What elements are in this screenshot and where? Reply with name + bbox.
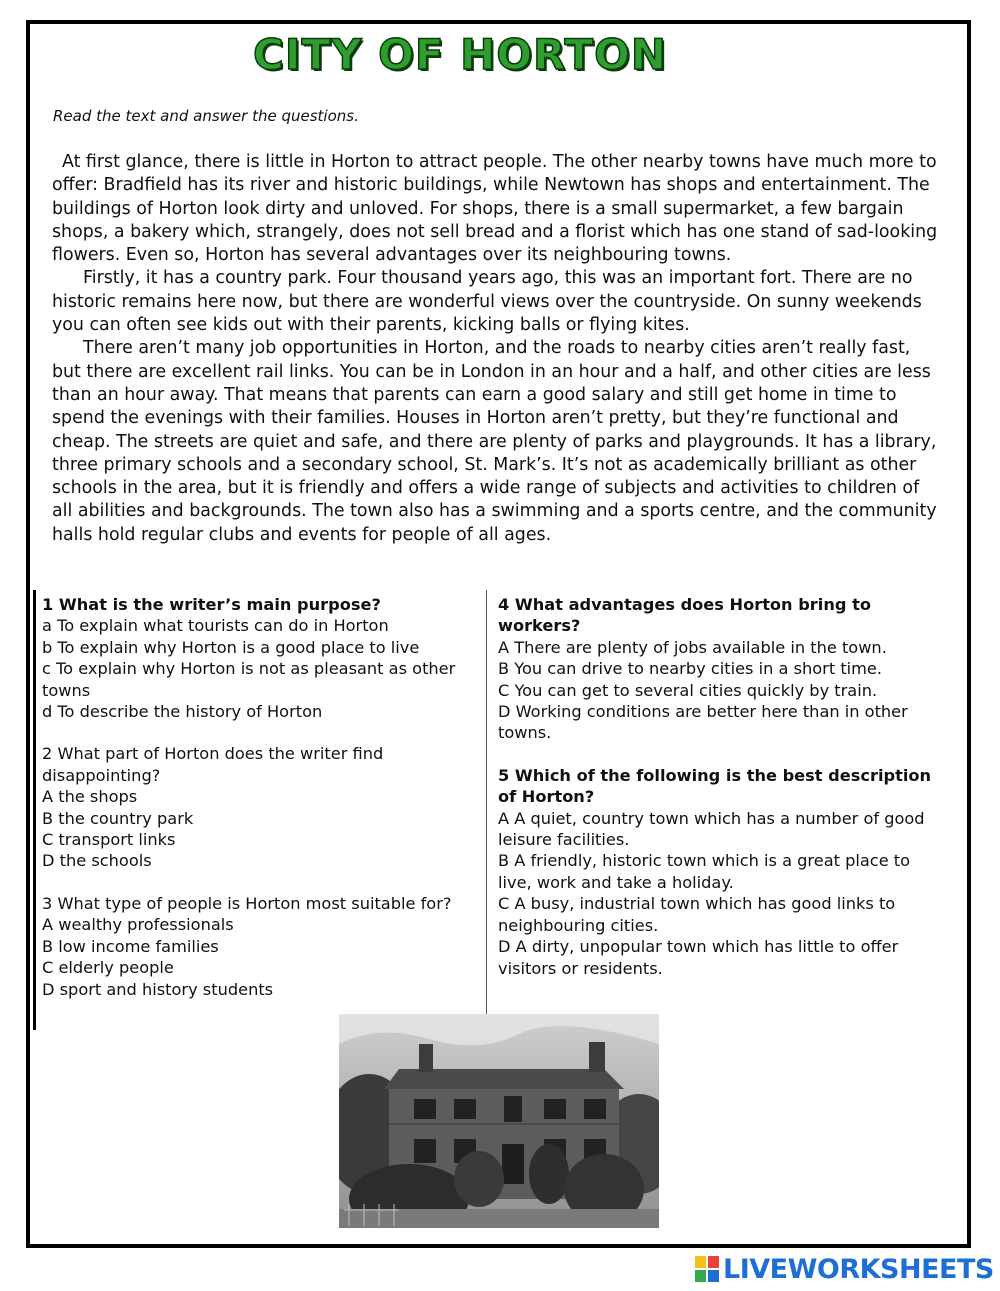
question-5-option-d[interactable]: D A dirty, unpopular town which has little to offer visitors or residents. (498, 937, 899, 978)
question-4-option-b[interactable]: B You can drive to nearby cities in a short time. (498, 659, 883, 679)
question-5-option-a[interactable]: A A quiet, country town which has a number of good leisure facilities. (498, 808, 925, 850)
question-2-option-b[interactable]: B the country park (42, 808, 194, 828)
passage-paragraph-1: At first glance, there is little in Horton to attract people. The other nearby towns have much more to offer: Bradfield has its river and historic buildings, while Newtown has shops and entertainment. The buildings of Horton look dirty and unloved. For shops, there is a small supermarket, a few bargain shops, a bakery which, strangely, does not sell bread and a florist which has one stand of sad-looking flowers. Even so, Horton has several advantages over its neighbouring towns. (52, 152, 938, 266)
question-3-text: 3 What type of people is Horton most suitable for? (42, 893, 452, 913)
question-1-text: 1 What is the writer’s main purpose? (42, 595, 381, 614)
passage-paragraph-2: Firstly, it has a country park. Four thousand years ago, this was an important fort. There are no historic remains here now, but there are wonderful views over the countryside. On sunny weekends you can often see kids out with their parents, kicking balls or flying kites. (52, 268, 922, 336)
question-1-option-a[interactable]: a To explain what tourists can do in Horton (42, 616, 389, 636)
questions-left-column (42, 594, 482, 1021)
question-2-option-d[interactable]: D the schools (42, 851, 152, 871)
question-5-text: 5 Which of the following is the best description of Horton? (498, 765, 932, 807)
liveworksheets-logo-icon (695, 1256, 719, 1282)
page-title: CITY OF HORTON (253, 30, 667, 79)
instruction-text: Read the text and answer the questions. (53, 107, 359, 125)
question-5-option-b[interactable]: B A friendly, historic town which is a great place to live, work and take a holiday. (498, 851, 911, 892)
question-4-text: 4 What advantages does Horton bring to workers? (498, 595, 871, 636)
question-4-option-d[interactable]: D Working conditions are better here than in other towns. (498, 702, 908, 743)
question-3-option-b[interactable]: B low income families (42, 936, 219, 956)
question-4-option-c[interactable]: C You can get to several cities quickly by train. (498, 680, 878, 700)
question-1-option-c[interactable]: c To explain why Horton is not as pleasant as other towns (42, 659, 456, 700)
question-3-option-c[interactable]: C elderly people (42, 958, 174, 978)
question-2 (42, 743, 482, 871)
question-2-option-c[interactable]: C transport links (42, 830, 176, 850)
questions-right-column (498, 594, 938, 1000)
question-1-option-b[interactable]: b To explain why Horton is a good place to live (42, 637, 420, 657)
question-1 (42, 594, 482, 722)
passage-paragraph-3: There aren’t many job opportunities in Horton, and the roads to nearby cities aren’t really fast, but there are excellent rail links. You can be in London in an hour and a half, and other cities are less than an hour away. That means that parents can earn a good salary and still get home in time to spend the evenings with their families. Houses in Horton aren’t pretty, but they’re functional and cheap. The streets are quiet and safe, and there are plenty of parks and playgrounds. It has a library, three primary schools and a secondary school, St. Mark’s. It’s not as academically brilliant as other schools in the area, but it is friendly and offers a wide range of subjects and activities to children of all abilities and backgrounds. The town also has a swimming and a sports centre, and the community halls hold regular clubs and events for people of all ages. (52, 338, 937, 545)
question-2-option-a[interactable]: A the shops (42, 787, 138, 807)
horton-house-photo (339, 1014, 659, 1228)
reading-passage (52, 151, 944, 547)
column-divider (486, 590, 487, 1016)
question-5 (498, 765, 938, 979)
question-2-text: 2 What part of Horton does the writer find disappointing? (42, 744, 384, 785)
question-4 (498, 594, 938, 744)
question-1-option-d[interactable]: d To describe the history of Horton (42, 702, 323, 722)
question-3 (42, 893, 482, 1000)
liveworksheets-wordmark: LIVEWORKSHEETS (723, 1253, 994, 1285)
question-4-option-a[interactable]: A There are plenty of jobs available in the town. (498, 637, 887, 657)
question-3-option-d[interactable]: D sport and history students (42, 979, 274, 999)
liveworksheets-branding[interactable] (695, 1254, 994, 1284)
question-5-option-c[interactable]: C A busy, industrial town which has good links to neighbouring cities. (498, 894, 896, 935)
left-margin-rule (33, 590, 36, 1030)
question-3-option-a[interactable]: A wealthy professionals (42, 915, 234, 935)
